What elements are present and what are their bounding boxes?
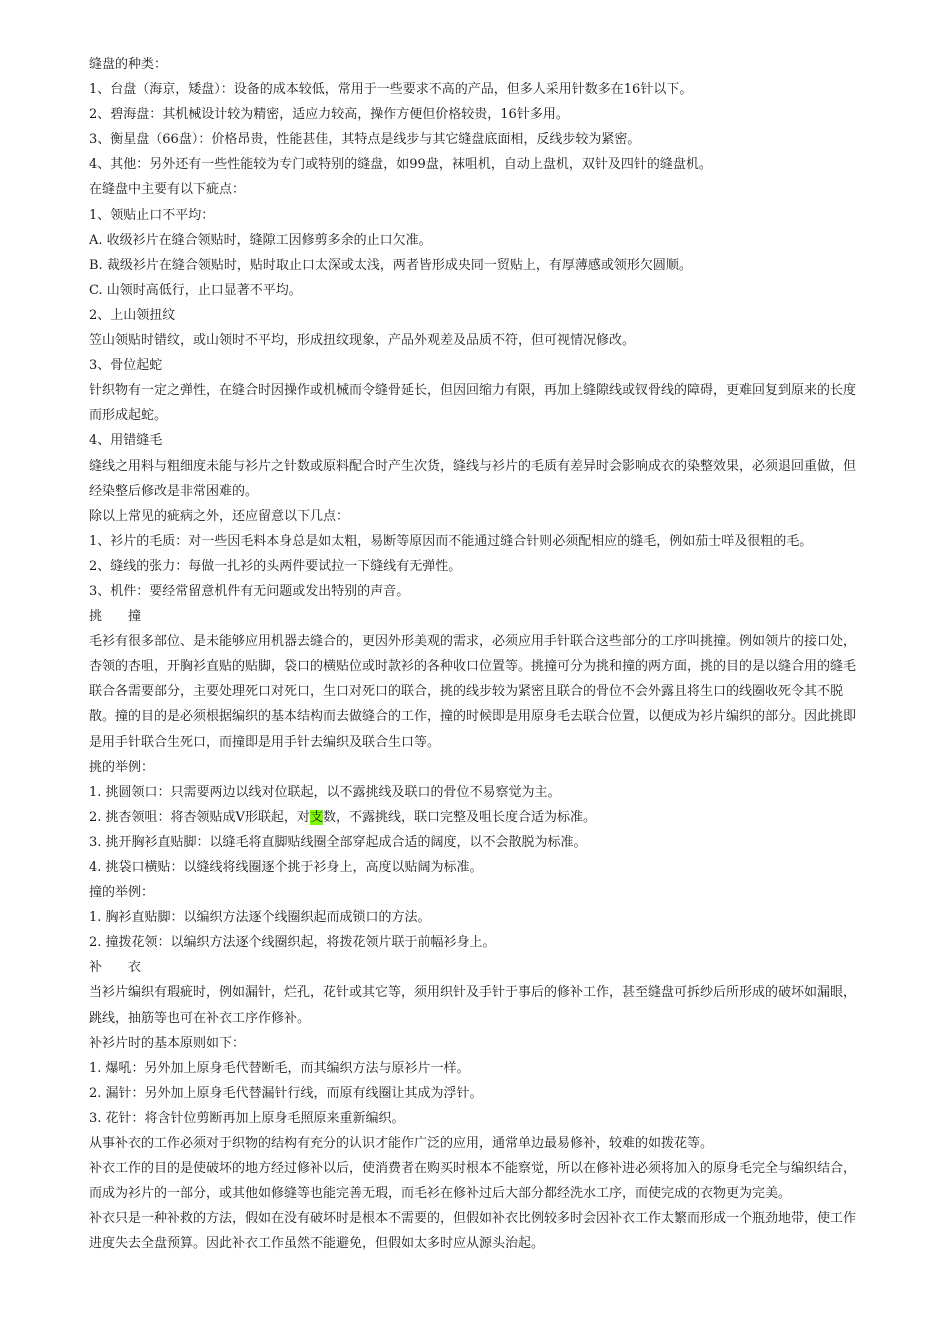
list-item: 4、其他：另外还有一些性能较为专门或特别的缝盘，如99盘，袜咀机，自动上盘机，双针及四针的缝盘机。 bbox=[89, 157, 712, 173]
heading-zhuang-examples: 撞的举例： bbox=[89, 885, 155, 901]
paragraph: 缝线之用料与粗细度未能与衫片之针数或原料配合时产生次货，缝线与衫片的毛质有差异时会影响成衣的染整效果，必须退回重做，但经染整后修改是非常困难的。 bbox=[89, 458, 857, 499]
heading-sewing-types: 缝盘的种类： bbox=[89, 57, 168, 72]
list-item: 1、台盘（海京，矮盘）：设备的成本较低，常用于一些要求不高的产品，但多人采用针数多在16针以下。 bbox=[89, 82, 693, 98]
list-item: 2. 漏针：另外加上原身毛代替漏针行线，而原有线圈让其成为浮针。 bbox=[89, 1085, 483, 1101]
list-item: 3、机件：要经常留意机件有无问题或发出特别的声音。 bbox=[89, 583, 410, 599]
heading-notes: 除以上常见的疵病之外，还应留意以下几点： bbox=[89, 508, 350, 524]
paragraph: 笠山领贴时错纹，或山领时不平均，形成扭纹现象，产品外观差及品质不符，但可视情况修改。 bbox=[89, 333, 636, 349]
section-title-bu-yi: 补 衣 bbox=[89, 960, 142, 976]
list-item: B. 裁级衫片在缝合领贴时，贴时取止口太深或太浅，两者皆形成央同一贸贴上，有厚薄感或领形欠圆顺。 bbox=[89, 257, 692, 273]
list-item: 3. 挑开胸衫直贴脚：以缝毛将直脚贴线圈全部穿起成合适的阔度，以不会散脱为标准。 bbox=[89, 834, 587, 850]
heading-tiao-examples: 挑的举例： bbox=[89, 759, 155, 775]
heading-repair-principles: 补衫片时的基本原则如下： bbox=[89, 1035, 246, 1051]
subheading: 1、领贴止口不平均： bbox=[89, 207, 215, 223]
list-item: 1. 挑圆领口：只需要两边以线对位联起，以不露挑线及联口的骨位不易察觉为主。 bbox=[89, 784, 561, 800]
section-title-tiao-zhuang: 挑 撞 bbox=[89, 609, 142, 625]
subheading: 3、骨位起蛇 bbox=[89, 358, 163, 374]
subheading: 2、上山领扭纹 bbox=[89, 307, 176, 323]
list-item: 2、碧海盘：其机械设计较为精密，适应力较高，操作方便但价格较贵，16针多用。 bbox=[89, 107, 569, 123]
paragraph: 从事补衣的工作必须对于织物的结构有充分的认识才能作广泛的应用，通常单边最易修补，较难的如拨花等。 bbox=[89, 1136, 714, 1152]
list-item: 4. 挑袋口横贴：以缝线将线圈逐个挑于衫身上，高度以贴阔为标准。 bbox=[89, 860, 483, 875]
paragraph: 针织物有一定之弹性，在缝合时因操作或机械而令缝骨延长，但因回缩力有限，再加上缝隙线或钗骨线的障碍，更难回复到原来的长度而形成起蛇。 bbox=[89, 383, 857, 424]
list-item: 2、缝线的张力：每做一扎衫的头两件要试拉一下缝线有无弹性。 bbox=[89, 558, 462, 574]
heading-defects: 在缝盘中主要有以下疵点： bbox=[89, 182, 246, 198]
list-item: C. 山领时高低行，止口显著不平均。 bbox=[89, 282, 302, 298]
paragraph: 当衫片编织有瑕疵时，例如漏针，烂孔，花针或其它等，须用织针及手针于事后的修补工作，甚至缝盘可拆纱后所形成的破坏如漏眼，跳线，抽筋等也可在补衣工序作修补。 bbox=[89, 985, 857, 1026]
paragraph: 补衣只是一种补救的方法，假如在没有破坏时是根本不需要的，但假如补衣比例较多时会因补衣工作太繁而形成一个瓶劲地带，使工作进度失去全盘预算。因此补衣工作虽然不能避免，但假如太多时应从源头治起。 bbox=[89, 1211, 857, 1252]
highlighted-text: 支 bbox=[309, 809, 323, 825]
list-item: 1、衫片的毛质：对一些因毛料本身总是如太粗，易断等原因而不能通过缝合针则必须配相应的缝毛，例如茄士咩及很粗的毛。 bbox=[89, 533, 813, 549]
list-item-highlighted: 2. 挑杏领咀：将杏领贴成V形联起，对支数，不露挑线，联口完整及咀长度合适为标准。 bbox=[89, 809, 596, 825]
subheading: 4、用错缝毛 bbox=[89, 433, 163, 449]
paragraph: 补衣工作的目的是使破坏的地方经过修补以后，使消费者在购买时根本不能察觉，所以在修补进必须将加入的原身毛完全与编织结合，而成为衫片的一部分，或其他如修缝等也能完善无瑕，而毛衫在修补过后大部分都经洗水工序，而使完成的衣物更为完美。 bbox=[89, 1161, 857, 1202]
list-item: 1. 胸衫直贴脚：以编织方法逐个线圈织起而成锁口的方法。 bbox=[89, 910, 431, 926]
list-item: 3. 花针：将含针位剪断再加上原身毛照原来重新编织。 bbox=[89, 1110, 405, 1126]
list-item: 3、衡星盘（66盘）：价格昂贵，性能甚佳，其特点是线步与其它缝盘底面相，反线步较为紧密。 bbox=[89, 132, 641, 148]
list-item: 1. 爆吼：另外加上原身毛代替断毛，而其编织方法与原衫片一样。 bbox=[89, 1060, 470, 1076]
list-item: 2. 撞拨花领：以编织方法逐个线圈织起，将拨花领片联于前幅衫身上。 bbox=[89, 935, 496, 951]
document-body bbox=[89, 52, 864, 1257]
paragraph: 毛衫有很多部位、是未能够应用机器去缝合的，更因外形美观的需求，必须应用手针联合这些部分的工序叫挑撞。例如领片的接口处，杏领的杏咀，开胸衫直贴的贴脚，袋口的横贴位或时款衫的各种收口位置等。挑撞可分为挑和撞的两方面，挑的目的是以缝合用的缝毛联合各需要部分，主要处理死口对死口，生口对死口的联合，挑的线步较为紧密且联合的骨位不会外露且将生口的线圈收死令其不脱散。撞的目的是必须根据编织的基本结构而去做缝合的工作，撞的时候即是用原身毛去联合位置，以便成为衫片编织的部分。因此挑即是用手针联合生死口，而撞即是用手针去编织及联合生口等。 bbox=[89, 634, 857, 750]
list-item: A. 收级衫片在缝合领贴时，缝隙工因修剪多余的止口欠准。 bbox=[89, 232, 432, 248]
